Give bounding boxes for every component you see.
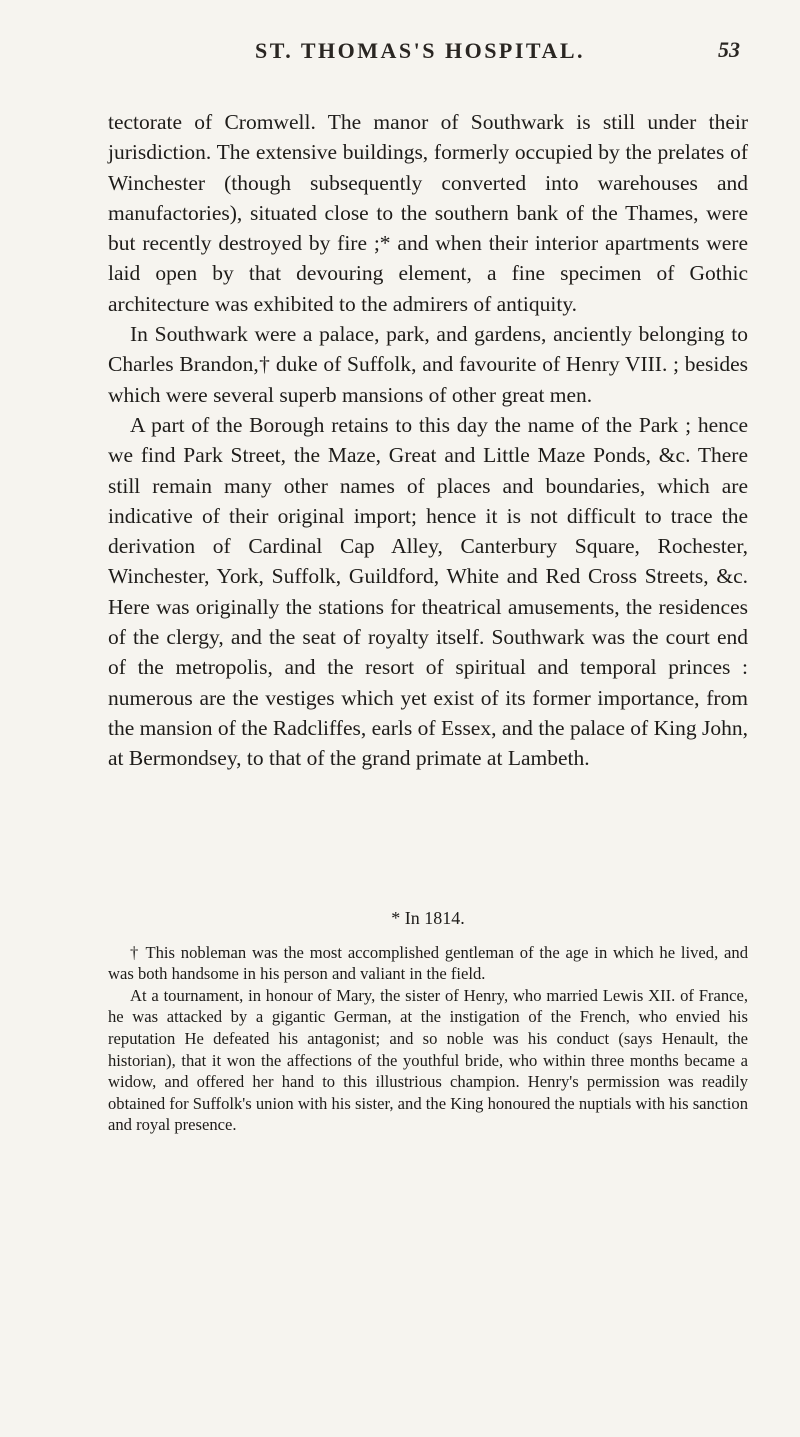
footnotes (108, 908, 748, 1136)
page-number: 53 (718, 37, 740, 62)
paragraph-3: A part of the Borough retains to this day the name of the Park ; hence we find Park Street, the Maze, Great and Little Maze Ponds, &c. There still remain many other names of places and boundaries, which are indicative of their original import; hence it is not difficult to trace the derivation of Cardinal Cap Alley, Canterbury Square, Rochester, Winchester, York, Suffolk, Guildford, White and Red Cross Streets, &c. Here was originally the stations for theatrical amusements, the residences of the clergy, and the seat of royalty itself. Southwark was the court end of the metropolis, and the resort of spiritual and temporal princes : numerous are the vestiges which yet exist of its former importance, from the mansion of the Radcliffes, earls of Essex, and the palace of King John, at Bermondsey, to that of the grand primate at Lambeth. (108, 412, 748, 771)
running-head (100, 20, 740, 63)
footnote-tournament: At a tournament, in honour of Mary, the sister of Henry, who married Lewis XII. of France, he was attacked by a gigantic German, at the instigation of the French, who envied his reputation He defeated his antagonist; and so noble was his conduct (says Henault, the historian), that it won the affections of the youthful bride, who within three months became a widow, and offered her hand to this illustrious champion. Henry's permission was readily obtained for Suffolk's union with his sister, and the King honoured the nuptials with his sanction and royal presence. (108, 985, 748, 1135)
running-title: ST. THOMAS'S HOSPITAL. (254, 38, 586, 63)
paragraph-2: In Southwark were a palace, park, and gardens, anciently belonging to Charles Brandon,† duke of Suffolk, and favourite of Henry VIII. ; besides which were several superb mansions of other great men. (108, 322, 748, 407)
footnote-star: * In 1814. (391, 908, 465, 928)
main-text (108, 107, 748, 774)
footnote-dagger: † This nobleman was the most accomplished gentleman of the age in which he lived, and was both handsome in his person and valiant in the field. (108, 942, 748, 984)
paragraph-1: tectorate of Cromwell. The manor of Southwark is still under their jurisdiction. The extensive buildings, formerly occupied by the prelates of Winchester (though subsequently converted into warehouses and manufactories), situated close to the southern bank of the Thames, were but recently destroyed by fire ;* and when their interior apartments were laid open by that devouring element, a fine specimen of Gothic architecture was exhibited to the admirers of antiquity. (108, 110, 748, 316)
